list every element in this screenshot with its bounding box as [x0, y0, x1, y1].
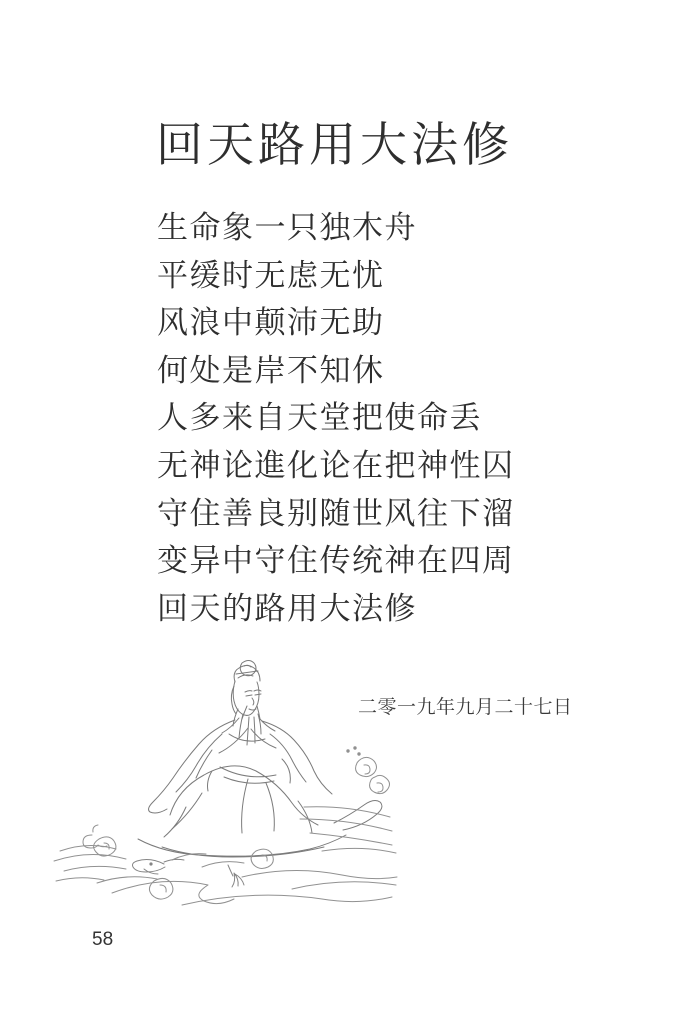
poem-line: 变异中守住传统神在四周	[157, 543, 515, 580]
poem-line: 生命象一只独木舟	[157, 210, 417, 246]
page-number: 58	[92, 929, 114, 950]
poem-line: 回天的路用大法修	[157, 590, 417, 627]
poem-body	[157, 205, 515, 633]
poem-date: 二零一九年九月二十七日	[358, 696, 573, 718]
poem-line: 人多来自天堂把使命丢	[157, 400, 482, 437]
poem-line: 风浪中颠沛无助	[157, 305, 385, 342]
poem-line: 平缓时无虑无忧	[157, 257, 385, 294]
poem-title: 回天路用大法修	[156, 118, 513, 173]
poem-line: 何处是岸不知休	[157, 352, 385, 389]
turtle-head	[133, 860, 166, 872]
turtle-claw	[228, 865, 244, 887]
poem-line: 守住善良别随世风往下溜	[157, 495, 515, 532]
sage-on-waves-illustration	[52, 655, 400, 913]
poem-line: 无神论進化论在把神性囚	[157, 447, 515, 484]
